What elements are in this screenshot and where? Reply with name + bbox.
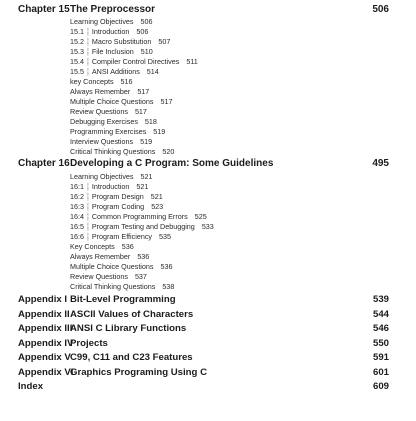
toc-entry xyxy=(70,17,390,27)
entry-page: 506 xyxy=(140,17,153,26)
appendix-row xyxy=(18,381,389,395)
appendix-title: C99, C11 and C23 Features xyxy=(70,352,193,363)
entry-label: Programming Exercises xyxy=(70,127,147,136)
chapter-number: Chapter 16 xyxy=(18,158,70,169)
appendix-number: Appendix III xyxy=(18,323,73,334)
entry-label: File Inclusion xyxy=(91,47,134,56)
section-number: 15.1 xyxy=(70,27,84,36)
entry-label: Interview Questions xyxy=(70,137,134,146)
entry-label: Program Efficiency xyxy=(91,232,153,241)
entry-page: 521 xyxy=(136,182,149,191)
toc-entry xyxy=(70,27,390,37)
entry-label: Review Questions xyxy=(70,272,128,281)
entry-label: Multiple Choice Questions xyxy=(70,262,154,271)
separator-glyph: ⸽ xyxy=(85,67,91,76)
separator-glyph: ⸽ xyxy=(85,37,91,46)
entry-page: 518 xyxy=(144,117,157,126)
chapter-number: Chapter 15 xyxy=(18,4,70,15)
entry-label: Program Testing and Debugging xyxy=(91,222,195,231)
appendix-title: Graphics Programing Using C xyxy=(70,367,208,378)
entry-label: Macro Substitution xyxy=(91,37,152,46)
toc-entry xyxy=(70,222,390,232)
entry-page: 507 xyxy=(158,37,171,46)
appendix-number: Index xyxy=(18,381,44,392)
toc-entry xyxy=(70,242,390,252)
entry-label: Multiple Choice Questions xyxy=(70,97,154,106)
appendix-page: 539 xyxy=(372,294,389,305)
toc-entry xyxy=(70,117,390,127)
section-number: 15.2 xyxy=(70,37,84,46)
chapter-entries xyxy=(70,172,390,292)
entry-page: 514 xyxy=(146,67,159,76)
toc-entry xyxy=(70,67,390,77)
appendix-page: 601 xyxy=(372,367,389,378)
entry-label: Always Remember xyxy=(70,87,131,96)
appendix-row xyxy=(18,323,389,337)
entry-page: 536 xyxy=(121,242,134,251)
toc-entry xyxy=(70,127,390,137)
entry-page: 506 xyxy=(136,27,149,36)
toc-entry xyxy=(70,212,390,222)
entry-page: 517 xyxy=(137,87,150,96)
entry-page: 516 xyxy=(120,77,133,86)
entry-label: Common Programming Errors xyxy=(91,212,188,221)
toc-entry xyxy=(70,252,390,262)
entry-page: 538 xyxy=(162,282,175,291)
toc-entry xyxy=(70,182,390,192)
appendix-row xyxy=(18,338,389,352)
section-number: 15.5 xyxy=(70,67,84,76)
entry-label: Key Concepts xyxy=(70,242,115,251)
entry-label: Introduction xyxy=(91,182,130,191)
appendix-row xyxy=(18,367,389,381)
entry-page: 533 xyxy=(201,222,214,231)
separator-glyph: ⸽ xyxy=(85,232,91,241)
toc-entry xyxy=(70,172,390,182)
toc-entry xyxy=(70,77,390,87)
toc-entry xyxy=(70,37,390,47)
separator-glyph: ⸽ xyxy=(85,47,91,56)
toc-entry xyxy=(70,272,390,282)
section-number: 16:2 xyxy=(70,192,84,201)
entry-page: 517 xyxy=(134,107,147,116)
entry-label: Critical Thinking Questions xyxy=(70,147,156,156)
entry-page: 535 xyxy=(159,232,172,241)
entry-page: 521 xyxy=(140,172,153,181)
separator-glyph: ⸽ xyxy=(85,27,91,36)
separator-glyph: ⸽ xyxy=(85,222,91,231)
chapter-title: The Preprocessor xyxy=(70,4,156,15)
entry-page: 510 xyxy=(140,47,153,56)
entry-page: 517 xyxy=(160,97,173,106)
separator-glyph: ⸽ xyxy=(85,202,91,211)
appendix-page: 550 xyxy=(372,338,389,349)
entry-page: 521 xyxy=(150,192,163,201)
toc-entry xyxy=(70,57,390,67)
entry-label: Learning Objectives xyxy=(70,17,134,26)
section-number: 16:3 xyxy=(70,202,84,211)
toc-entry xyxy=(70,97,390,107)
chapter-title: Developing a C Program: Some Guidelines xyxy=(70,158,274,169)
chapter-page: 495 xyxy=(372,158,389,169)
appendix-title: Projects xyxy=(70,338,108,349)
toc-entry xyxy=(70,282,390,292)
entry-page: 525 xyxy=(194,212,207,221)
entry-label: Introduction xyxy=(91,27,130,36)
entry-label: Program Design xyxy=(91,192,144,201)
entry-label: Compiler Control Directives xyxy=(91,57,180,66)
appendix-page: 609 xyxy=(372,381,389,392)
chapter-heading xyxy=(18,4,389,18)
appendix-row xyxy=(18,309,389,323)
toc-entry xyxy=(70,47,390,57)
appendix-row xyxy=(18,352,389,366)
entry-page: 519 xyxy=(140,137,153,146)
entry-page: 537 xyxy=(134,272,147,281)
separator-glyph: ⸽ xyxy=(85,57,91,66)
chapter-entries xyxy=(70,17,390,157)
appendix-row xyxy=(18,294,389,308)
appendix-page: 591 xyxy=(372,352,389,363)
section-number: 16:6 xyxy=(70,232,84,241)
entry-page: 519 xyxy=(153,127,166,136)
section-number: 16:1 xyxy=(70,182,84,191)
chapter-page: 506 xyxy=(372,4,389,15)
appendix-number: Appendix II xyxy=(18,309,70,320)
appendix-page: 544 xyxy=(372,309,389,320)
section-number: 16:4 xyxy=(70,212,84,221)
appendix-title: Bit-Level Programming xyxy=(70,294,176,305)
section-number: 15.3 xyxy=(70,47,84,56)
toc-entry xyxy=(70,262,390,272)
entry-label: ANSI Additions xyxy=(91,67,140,76)
appendix-page: 546 xyxy=(372,323,389,334)
toc-entry xyxy=(70,137,390,147)
entry-label: Learning Objectives xyxy=(70,172,134,181)
entry-label: Debugging Exercises xyxy=(70,117,138,126)
appendix-title: ANSI C Library Functions xyxy=(70,323,187,334)
entry-label: Critical Thinking Questions xyxy=(70,282,156,291)
appendix-number: Appendix V xyxy=(18,352,71,363)
toc-entry xyxy=(70,192,390,202)
section-number: 16:5 xyxy=(70,222,84,231)
separator-glyph: ⸽ xyxy=(85,212,91,221)
appendix-number: Appendix I xyxy=(18,294,68,305)
entry-page: 536 xyxy=(137,252,150,261)
entry-label: Review Questions xyxy=(70,107,128,116)
separator-glyph: ⸽ xyxy=(85,182,91,191)
entry-page: 520 xyxy=(162,147,175,156)
toc-entry xyxy=(70,202,390,212)
appendix-number: Appendix VI xyxy=(18,367,74,378)
entry-label: key Concepts xyxy=(70,77,114,86)
entry-page: 536 xyxy=(160,262,173,271)
entry-page: 523 xyxy=(151,202,164,211)
toc-entry xyxy=(70,107,390,117)
chapter-heading xyxy=(18,158,389,172)
entry-page: 511 xyxy=(186,57,198,66)
toc-entry xyxy=(70,147,390,157)
entry-label: Always Remember xyxy=(70,252,131,261)
entry-label: Program Coding xyxy=(91,202,145,211)
toc-entry xyxy=(70,232,390,242)
appendix-title: ASCII Values of Characters xyxy=(70,309,194,320)
separator-glyph: ⸽ xyxy=(85,192,91,201)
appendix-number: Appendix IV xyxy=(18,338,74,349)
section-number: 15.4 xyxy=(70,57,84,66)
toc-entry xyxy=(70,87,390,97)
